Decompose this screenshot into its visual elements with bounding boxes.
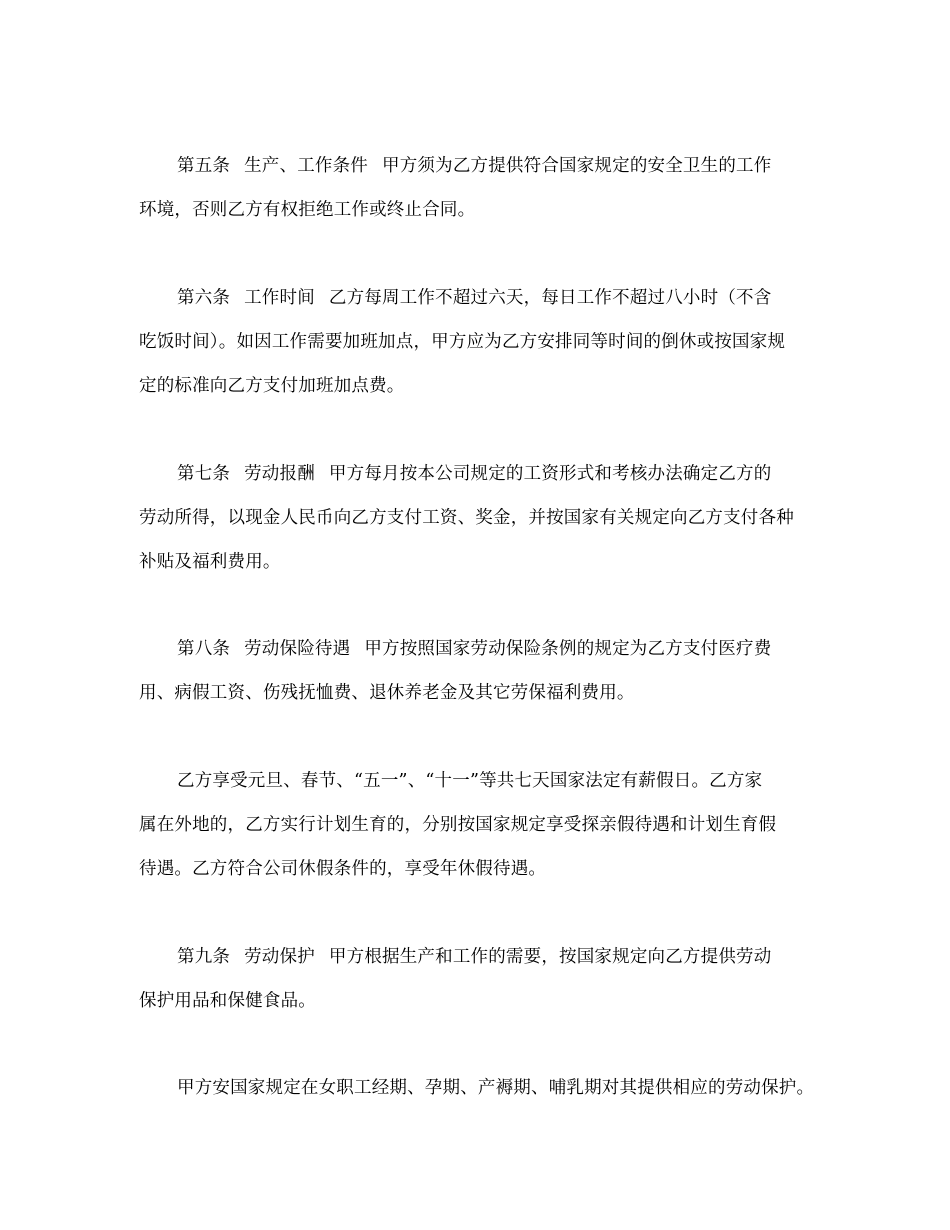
article-8-line-2: 用、病假工资、伤残抚恤费、退休养老金及其它劳保福利费用。 — [139, 683, 635, 703]
article-text: 乙方每周工作不超过六天，每日工作不超过八小时（不含 — [328, 288, 772, 308]
article-heading: 劳动报酬 — [244, 464, 315, 484]
article-heading: 劳动保险待遇 — [244, 639, 351, 659]
article-9-line-1 — [177, 945, 837, 969]
article-6-line-3: 定的标准向乙方支付加班加点费。 — [139, 376, 405, 396]
article-6-line-2: 吃饭时间）。如因工作需要加班加点，甲方应为乙方安排同等时间的倒休或按国家规 — [139, 332, 786, 352]
article-title: 第五条 — [177, 156, 231, 176]
holiday-paragraph-line-3: 待遇。乙方符合公司休假条件的，享受年休假待遇。 — [139, 859, 547, 879]
article-text: 甲方须为乙方提供符合国家规定的安全卫生的工作 — [382, 156, 772, 176]
article-6-line-1 — [177, 286, 837, 310]
article-8-line-1 — [177, 637, 837, 661]
article-5-line-2: 环境，否则乙方有权拒绝工作或终止合同。 — [139, 200, 476, 220]
holiday-paragraph-line-2: 属在外地的，乙方实行计划生育的，分别按国家规定享受探亲假待遇和计划生育假 — [139, 815, 777, 835]
article-text: 甲方每月按本公司规定的工资形式和考核办法确定乙方的 — [328, 464, 772, 484]
article-7-line-3: 补贴及福利费用。 — [139, 552, 281, 572]
article-title: 第九条 — [177, 947, 231, 967]
article-7-line-1 — [177, 462, 837, 486]
holiday-paragraph-line-1: 乙方享受元旦、春节、“五一”、“十一”等共七天国家法定有薪假日。乙方家 — [177, 771, 763, 791]
article-9-line-2: 保护用品和保健食品。 — [139, 991, 316, 1011]
article-title: 第六条 — [177, 288, 231, 308]
article-7-line-2: 劳动所得，以现金人民币向乙方支付工资、奖金，并按国家有关规定向乙方支付各种 — [139, 508, 794, 528]
article-heading: 工作时间 — [244, 288, 315, 308]
article-heading: 生产、工作条件 — [244, 156, 369, 176]
article-text: 甲方按照国家劳动保险条例的规定为乙方支付医疗费 — [364, 639, 772, 659]
article-title: 第七条 — [177, 464, 231, 484]
article-5-line-1 — [177, 154, 837, 178]
article-heading: 劳动保护 — [244, 947, 315, 967]
female-protection-paragraph-line-1: 甲方安国家规定在女职工经期、孕期、产褥期、哺乳期对其提供相应的劳动保护。 — [177, 1078, 815, 1098]
article-text: 甲方根据生产和工作的需要，按国家规定向乙方提供劳动 — [328, 947, 772, 967]
article-title: 第八条 — [177, 639, 231, 659]
